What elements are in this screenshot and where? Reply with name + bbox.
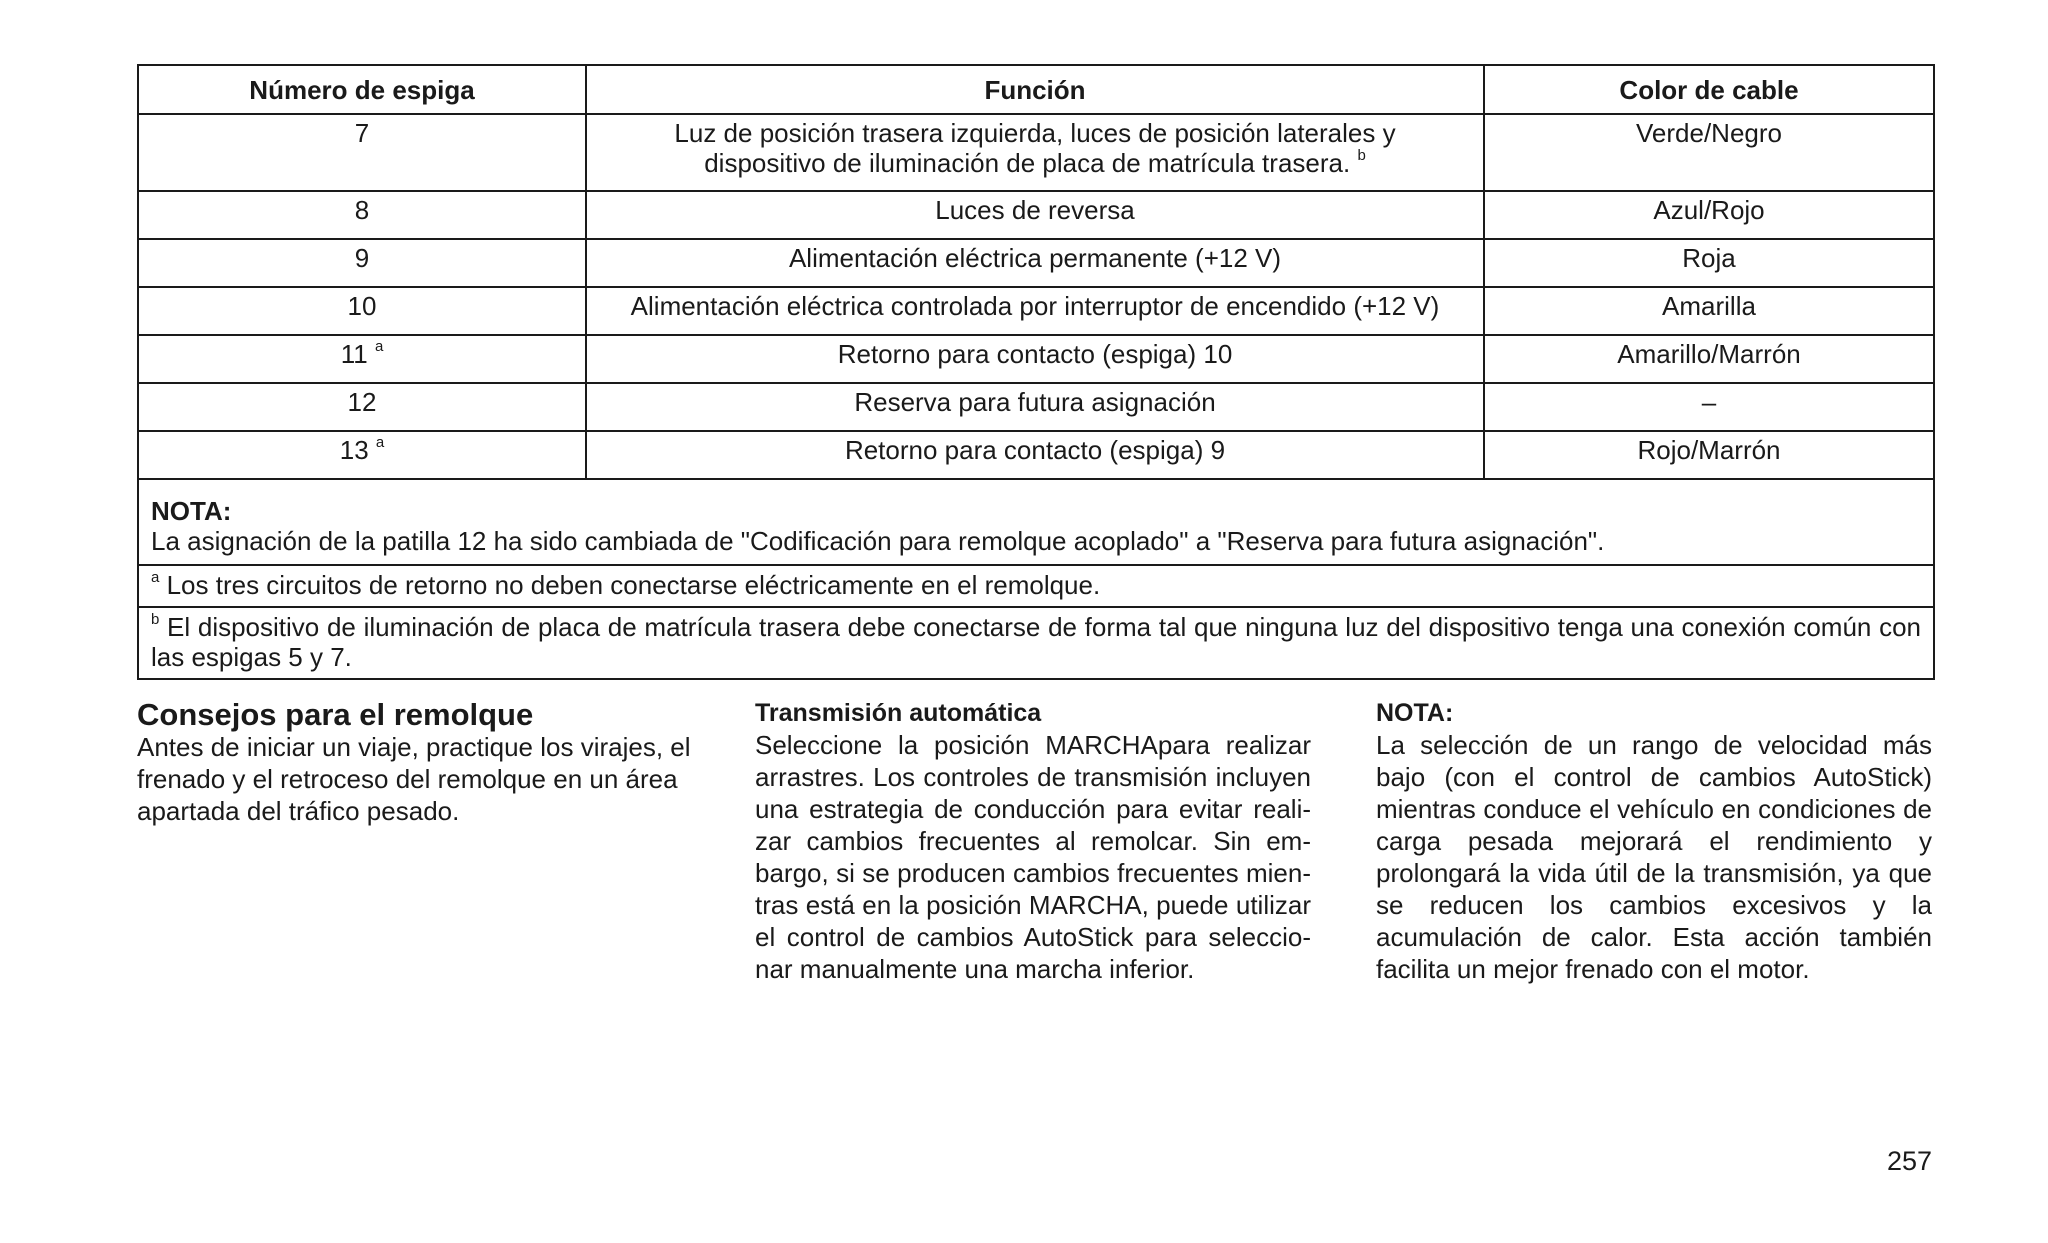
function-cell: Retorno para contacto (espiga) 10 bbox=[586, 335, 1484, 383]
section-heading: NOTA: bbox=[1376, 699, 1454, 727]
color-cell: Amarillo/Marrón bbox=[1484, 335, 1934, 383]
pin-cell: 13 $^a$ bbox=[138, 431, 586, 479]
pin-cell: 12 bbox=[138, 383, 586, 431]
section-note bbox=[1376, 697, 1932, 985]
table-row bbox=[138, 287, 1934, 335]
color-cell: Azul/Rojo bbox=[1484, 191, 1934, 239]
function-cell: Alimentación eléctrica permanente (+12 V) bbox=[586, 239, 1484, 287]
color-cell: Verde/Negro bbox=[1484, 114, 1934, 191]
note-text: La asignación de la patilla 12 ha sido cambiada de "Codificación para remolque acoplado" a "Reserva para futura asignación". bbox=[151, 526, 1605, 556]
footnote-b-mark: b bbox=[151, 611, 160, 629]
table-row bbox=[138, 383, 1934, 431]
footnote-a-row bbox=[138, 565, 1934, 607]
color-cell: Rojo/Marrón bbox=[1484, 431, 1934, 479]
pin-cell: 8 bbox=[138, 191, 586, 239]
footnote-a bbox=[138, 565, 1934, 607]
function-cell: Retorno para contacto (espiga) 9 bbox=[586, 431, 1484, 479]
section-body: La selección de un rango de velocidad más bajo (con el control de cambios AutoStick) mientras conduce el vehículo en condiciones de carga pesada mejorará el rendimiento y prolongará la vida útil de la transmisión, ya que se reducen los cambios excesivos y la acumulación de calor. Esta acción también facilita un mejor frenado con el motor. bbox=[1376, 730, 1932, 984]
section-body: Antes de iniciar un viaje, practique los virajes, el frenado y el retroceso del remolque en un área apartada del tráfico pesado. bbox=[137, 732, 691, 826]
color-cell: Amarilla bbox=[1484, 287, 1934, 335]
page-number: 257 bbox=[1886, 1146, 1932, 1176]
pin-cell: 10 bbox=[138, 287, 586, 335]
section-towing-tips bbox=[137, 697, 692, 827]
section-body: Seleccione la posición MARCHApara realizar arrastres. Los controles de transmisión incluyen una estrategia de conducción para evitar reali-zar cambios frecuentes al remolcar. Sin em-bargo, si se producen cambios frecuentes mien-tras está en la posición MARCHA, puede utilizar el control de cambios AutoStick para seleccio-nar manualmente una marcha inferior. bbox=[755, 730, 1311, 984]
function-cell: Luces de reversa bbox=[586, 191, 1484, 239]
header-pin-number: Número de espiga bbox=[138, 65, 586, 114]
table-note bbox=[138, 479, 1934, 565]
header-function: Función bbox=[586, 65, 1484, 114]
pin-cell: 7 bbox=[138, 114, 586, 191]
footnote-mark: b bbox=[1357, 147, 1366, 165]
table-note-row bbox=[138, 479, 1934, 565]
section-heading: Transmisión automática bbox=[755, 699, 1042, 727]
table-row bbox=[138, 431, 1934, 479]
section-heading: Consejos para el remolque bbox=[137, 697, 534, 732]
function-cell: Reserva para futura asignación bbox=[586, 383, 1484, 431]
section-automatic-transmission bbox=[755, 697, 1311, 985]
table-row bbox=[138, 239, 1934, 287]
footnote-mark: a bbox=[374, 338, 384, 356]
header-wire-color: Color de cable bbox=[1484, 65, 1934, 114]
table-row bbox=[138, 114, 1934, 191]
table-header-row bbox=[138, 65, 1934, 114]
function-cell: Luz de posición trasera izquierda, luces de posición laterales y dispositivo de iluminación de placa de matrícula trasera. $^b$ bbox=[586, 114, 1484, 191]
footnote-mark: a bbox=[375, 434, 385, 452]
footnote-b-row bbox=[138, 607, 1934, 679]
color-cell: Roja bbox=[1484, 239, 1934, 287]
pin-cell: 11 $^a$ bbox=[138, 335, 586, 383]
footnote-b-text: El dispositivo de iluminación de placa de matrícula trasera debe conectarse de forma tal que ninguna luz del dispositivo tenga una conexión común con las espigas 5 y 7. bbox=[151, 612, 1921, 672]
table-row bbox=[138, 191, 1934, 239]
footnote-a-text: Los tres circuitos de retorno no deben conectarse eléctricamente en el remolque. bbox=[166, 570, 1101, 600]
function-cell: Alimentación eléctrica controlada por interruptor de encendido (+12 V) bbox=[586, 287, 1484, 335]
note-heading: NOTA: bbox=[151, 496, 232, 526]
footnote-b bbox=[138, 607, 1934, 679]
pin-table bbox=[137, 64, 1935, 680]
color-cell: – bbox=[1484, 383, 1934, 431]
table-row bbox=[138, 335, 1934, 383]
footnote-a-mark: a bbox=[151, 569, 160, 587]
pin-cell: 9 bbox=[138, 239, 586, 287]
